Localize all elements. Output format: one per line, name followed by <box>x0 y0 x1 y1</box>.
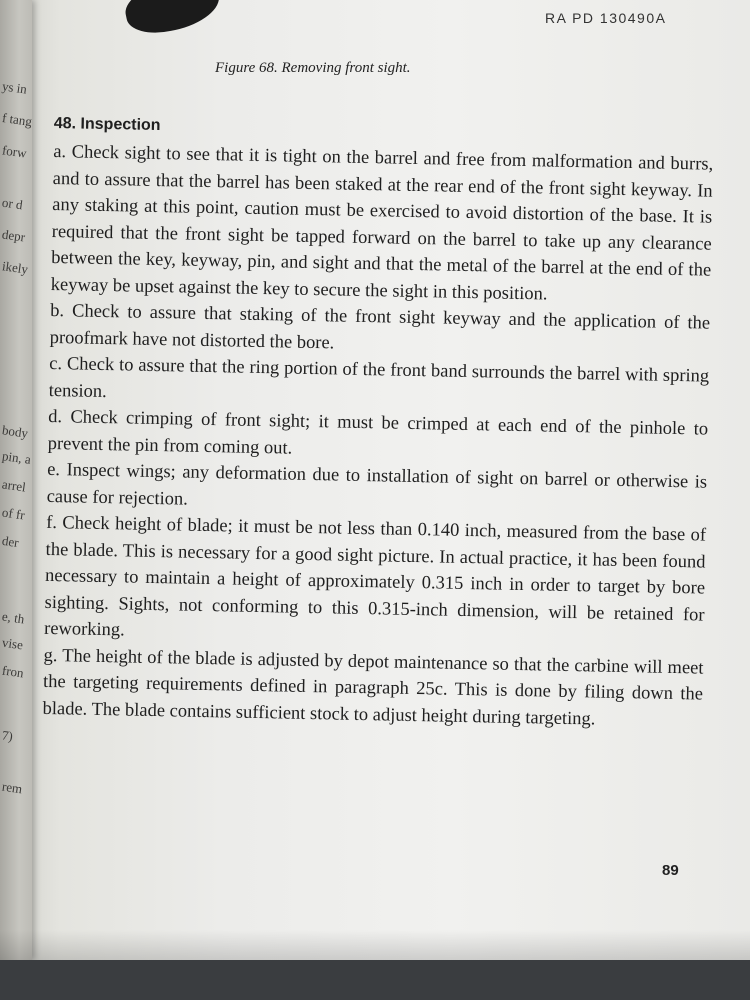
paragraph-c: c. Check to assure that the ring portion of the front band surrounds the barrel with spring tension. <box>48 353 710 402</box>
facing-page-text: depr <box>1 226 27 245</box>
facing-page-text: pin, a <box>1 448 32 467</box>
facing-page-text: e, th <box>1 608 26 627</box>
facing-page-text: ikely <box>1 258 29 277</box>
paragraph-f: f. Check height of blade; it must be not less than 0.140 inch, measured from the base of the blade. This is necessary for a good sight picture. In actual practice, it has been found necessary to maintain a height of approximately 0.315 inch in order to target by bore sighting. Sights, not conforming to this 0.315-inch dimension, will be retained for reworking. <box>43 512 707 641</box>
paragraph-g: g. The height of the blade is adjusted by depot maintenance so that the carbine will meet the targeting requirements defined in paragraph 25c. This is done by filing down the blade. The blade contains sufficient stock to adjust height during targeting. <box>42 645 704 730</box>
section-heading: 48. Inspection <box>53 115 161 135</box>
facing-page-text: rem <box>1 778 24 797</box>
facing-page-edge <box>0 0 32 960</box>
facing-page-text: body <box>1 422 29 441</box>
facing-page-text: vise <box>1 634 24 653</box>
section-content <box>42 115 714 735</box>
facing-page-text: or d <box>1 194 24 213</box>
facing-page-text: fron <box>1 662 25 681</box>
document-code: RA PD 130490A <box>545 10 667 26</box>
page-bottom-shadow <box>0 930 750 960</box>
facing-page-text: of fr <box>1 504 26 523</box>
figure-caption: Figure 68. Removing front sight. <box>215 60 411 76</box>
paragraph-d: d. Check crimping of front sight; it must be crimped at each end of the pinhole to prevent the pin from coming out. <box>47 406 709 459</box>
facing-page-text: 7) <box>1 727 14 744</box>
facing-page-text: ys in <box>1 78 28 97</box>
figure-illustration-fragment <box>121 0 224 39</box>
page-number: 89 <box>662 862 679 879</box>
paragraph-e: e. Inspect wings; any deformation due to installation of sight on barrel or otherwise is cause for rejection. <box>46 459 708 510</box>
paragraph-a: a. Check sight to see that it is tight on the barrel and free from malformation and burrs, and to assure that the barrel has been staked at the rear end of the front sight keyway. In any staking at this point, caution must be exercised to avoid distortion of the base. It is required that the front sight be tapped forward on the barrel to take up any clearance between the key, keyway, pin, and sight and that the metal of the barrel at the end of the keyway be upset against the key to secure the sight in this position. <box>50 141 714 305</box>
facing-page-text: arrel <box>1 476 27 495</box>
paragraph-b: b. Check to assure that staking of the front sight keyway and the application of the proofmark have not distorted the bore. <box>49 300 711 353</box>
facing-page-text: der <box>1 532 20 551</box>
facing-page-text: forw <box>1 142 28 161</box>
facing-page-text: f tang <box>1 109 33 130</box>
